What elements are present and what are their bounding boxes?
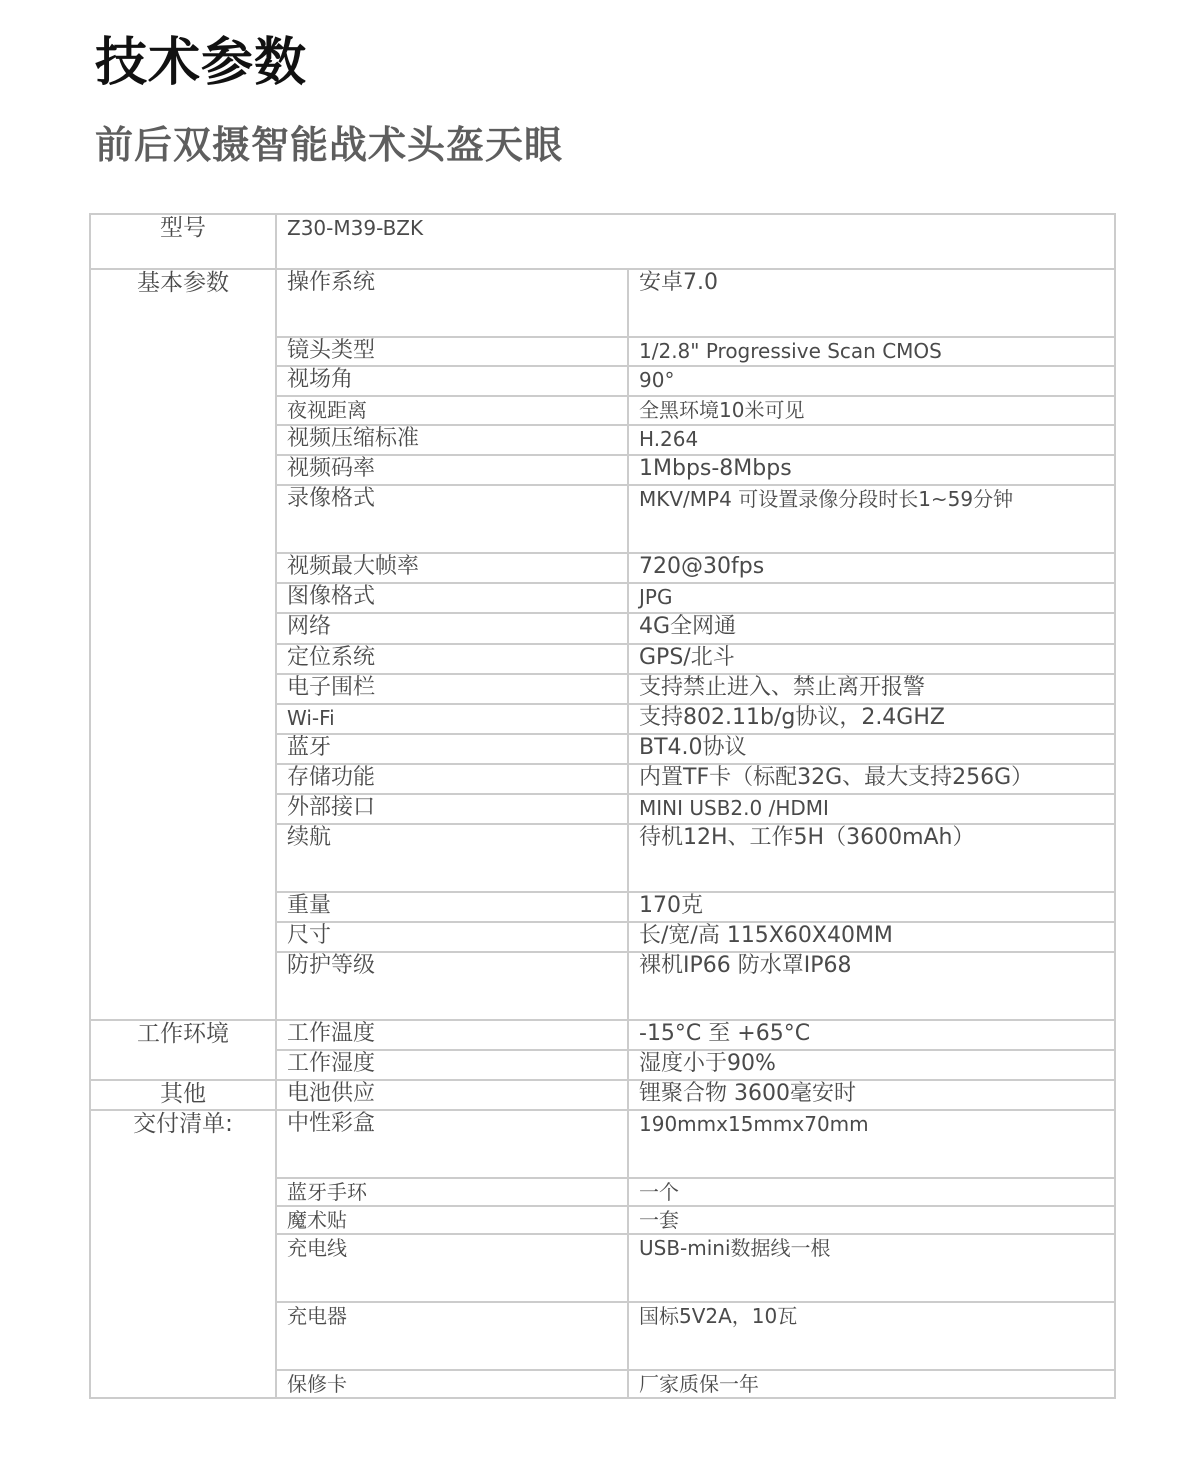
param-name: 视频码率 xyxy=(276,455,628,485)
table-row xyxy=(90,1080,1115,1110)
table-row xyxy=(90,214,1115,269)
param-name: 蓝牙手环 xyxy=(276,1178,628,1206)
param-value: 1/2.8" Progressive Scan CMOS xyxy=(628,337,1115,366)
model-value: Z30-M39-BZK xyxy=(276,214,1115,269)
param-name: 魔术贴 xyxy=(276,1206,628,1234)
param-name: 外部接口 xyxy=(276,794,628,824)
param-name: 续航 xyxy=(276,824,628,892)
param-value: 待机12H、工作5H（3600mAh） xyxy=(628,824,1115,892)
param-value: 720@30fps xyxy=(628,553,1115,583)
table-row xyxy=(90,1020,1115,1050)
param-name: 中性彩盒 xyxy=(276,1110,628,1178)
param-value: 湿度小于90% xyxy=(628,1050,1115,1080)
param-value: -15°C 至 +65°C xyxy=(628,1020,1115,1050)
param-value: 支持禁止进入、禁止离开报警 xyxy=(628,674,1115,704)
param-value: H.264 xyxy=(628,425,1115,455)
param-name: 定位系统 xyxy=(276,644,628,674)
param-value: 锂聚合物 3600毫安时 xyxy=(628,1080,1115,1110)
param-name: 尺寸 xyxy=(276,922,628,952)
table-row xyxy=(90,269,1115,337)
param-value: 190mmx15mmx70mm xyxy=(628,1110,1115,1178)
param-name: 蓝牙 xyxy=(276,734,628,764)
param-name: 充电线 xyxy=(276,1234,628,1302)
param-value: 一套 xyxy=(628,1206,1115,1234)
param-value: 170克 xyxy=(628,892,1115,922)
category-other: 其他 xyxy=(90,1080,276,1110)
param-name: 电池供应 xyxy=(276,1080,628,1110)
param-name: 操作系统 xyxy=(276,269,628,337)
param-value: 一个 xyxy=(628,1178,1115,1206)
product-name: 前后双摄智能战术头盔天眼 xyxy=(95,123,564,167)
param-name: 夜视距离 xyxy=(276,396,628,425)
category-basic: 基本参数 xyxy=(90,269,276,1020)
param-value: 90° xyxy=(628,366,1115,396)
param-name: 网络 xyxy=(276,613,628,644)
param-value: MINI USB2.0 /HDMI xyxy=(628,794,1115,824)
param-name: 录像格式 xyxy=(276,485,628,553)
model-label: 型号 xyxy=(90,214,276,269)
param-name: 镜头类型 xyxy=(276,337,628,366)
param-value: 内置TF卡（标配32G、最大支持256G） xyxy=(628,764,1115,794)
param-value: USB-mini数据线一根 xyxy=(628,1234,1115,1302)
param-value: 裸机IP66 防水罩IP68 xyxy=(628,952,1115,1020)
param-name: 存储功能 xyxy=(276,764,628,794)
param-value: MKV/MP4 可设置录像分段时长1~59分钟 xyxy=(628,485,1115,553)
param-name: 工作温度 xyxy=(276,1020,628,1050)
param-name: 防护等级 xyxy=(276,952,628,1020)
category-environment: 工作环境 xyxy=(90,1020,276,1080)
param-name: 重量 xyxy=(276,892,628,922)
param-name: 充电器 xyxy=(276,1302,628,1370)
param-value: 支持802.11b/g协议，2.4GHZ xyxy=(628,704,1115,734)
param-value: 国标5V2A，10瓦 xyxy=(628,1302,1115,1370)
param-value: 1Mbps-8Mbps xyxy=(628,455,1115,485)
page-title: 技术参数 xyxy=(95,33,308,93)
param-value: GPS/北斗 xyxy=(628,644,1115,674)
param-value: 4G全网通 xyxy=(628,613,1115,644)
table-row xyxy=(90,1110,1115,1178)
param-name: 视频压缩标准 xyxy=(276,425,628,455)
param-name: 电子围栏 xyxy=(276,674,628,704)
param-name: 视场角 xyxy=(276,366,628,396)
param-value: 全黑环境10米可见 xyxy=(628,396,1115,425)
param-value: BT4.0协议 xyxy=(628,734,1115,764)
param-name: 图像格式 xyxy=(276,583,628,613)
param-value: 安卓7.0 xyxy=(628,269,1115,337)
category-delivery: 交付清单: xyxy=(90,1110,276,1398)
param-name: 保修卡 xyxy=(276,1370,628,1398)
param-name: Wi-Fi xyxy=(276,704,628,734)
param-value: 厂家质保一年 xyxy=(628,1370,1115,1398)
param-name: 视频最大帧率 xyxy=(276,553,628,583)
param-value: 长/宽/高 115X60X40MM xyxy=(628,922,1115,952)
param-value: JPG xyxy=(628,583,1115,613)
param-name: 工作湿度 xyxy=(276,1050,628,1080)
spec-table xyxy=(89,213,1116,1399)
